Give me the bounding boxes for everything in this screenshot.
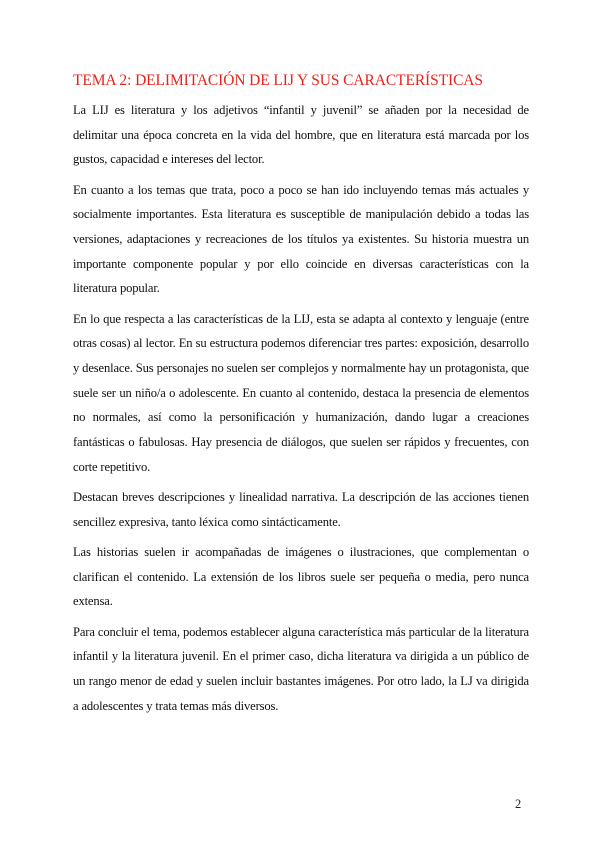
paragraph-characteristics: En lo que respecta a las características de la LIJ, esta se adapta al contexto y lenguaje (entre otras cosas) al lector. En su estructura podemos diferenciar tres partes: exposición, desarrollo y desenlace. Sus personajes no suelen ser complejos y normalmente hay un protagonista, que suele ser un niño/a o adolescente. En cuanto al contenido, destaca la presencia de elementos no normales, así como la personificación y humanización, dando lugar a creaciones fantásticas o fabulosas. Hay presencia de diálogos, que suelen ser rápidos y frecuentes, con corte repetitivo. [73,311,529,474]
paragraph-descriptions: Destacan breves descripciones y linealidad narrativa. La descripción de las acciones tienen sencillez expresiva, tanto léxica como sintácticamente. [73,490,529,529]
paragraph-illustrations: Las historias suelen ir acompañadas de imágenes o ilustraciones, que complementan o clarifican el contenido. La extensión de los libros suele ser pequeña o media, pero nunca extensa. [73,544,529,609]
page-number: 2 [515,797,522,811]
paragraph-definition: La LIJ es literatura y los adjetivos “infantil y juvenil” se añaden por la necesidad de delimitar una época concreta en la vida del hombre, que en literatura está marcada por los gustos, capacidad e intereses del lector. [73,103,529,167]
paragraph-themes: En cuanto a los temas que trata, poco a poco se han ido incluyendo temas más actuales y socialmente importantes. Esta literatura es susceptible de manipulación debido a todas las versiones, adaptaciones y recreaciones de los títulos ya existentes. Su historia muestra un importante componente popular y por ello coincide en diversas características con la literatura popular. [73,182,529,296]
paragraph-conclusion: Para concluir el tema, podemos establecer alguna característica más particular de la literatura infantil y la literatura juvenil. En el primer caso, dicha literatura va dirigida a un público de un rango menor de edad y suelen incluir bastantes imágenes. Por otro lado, la LJ va dirigida a adolescentes y trata temas más diversos. [73,624,529,713]
page-content [73,70,529,724]
section-title: TEMA 2: DELIMITACIÓN DE LIJ Y SUS CARACTERÍSTICAS [73,72,483,89]
